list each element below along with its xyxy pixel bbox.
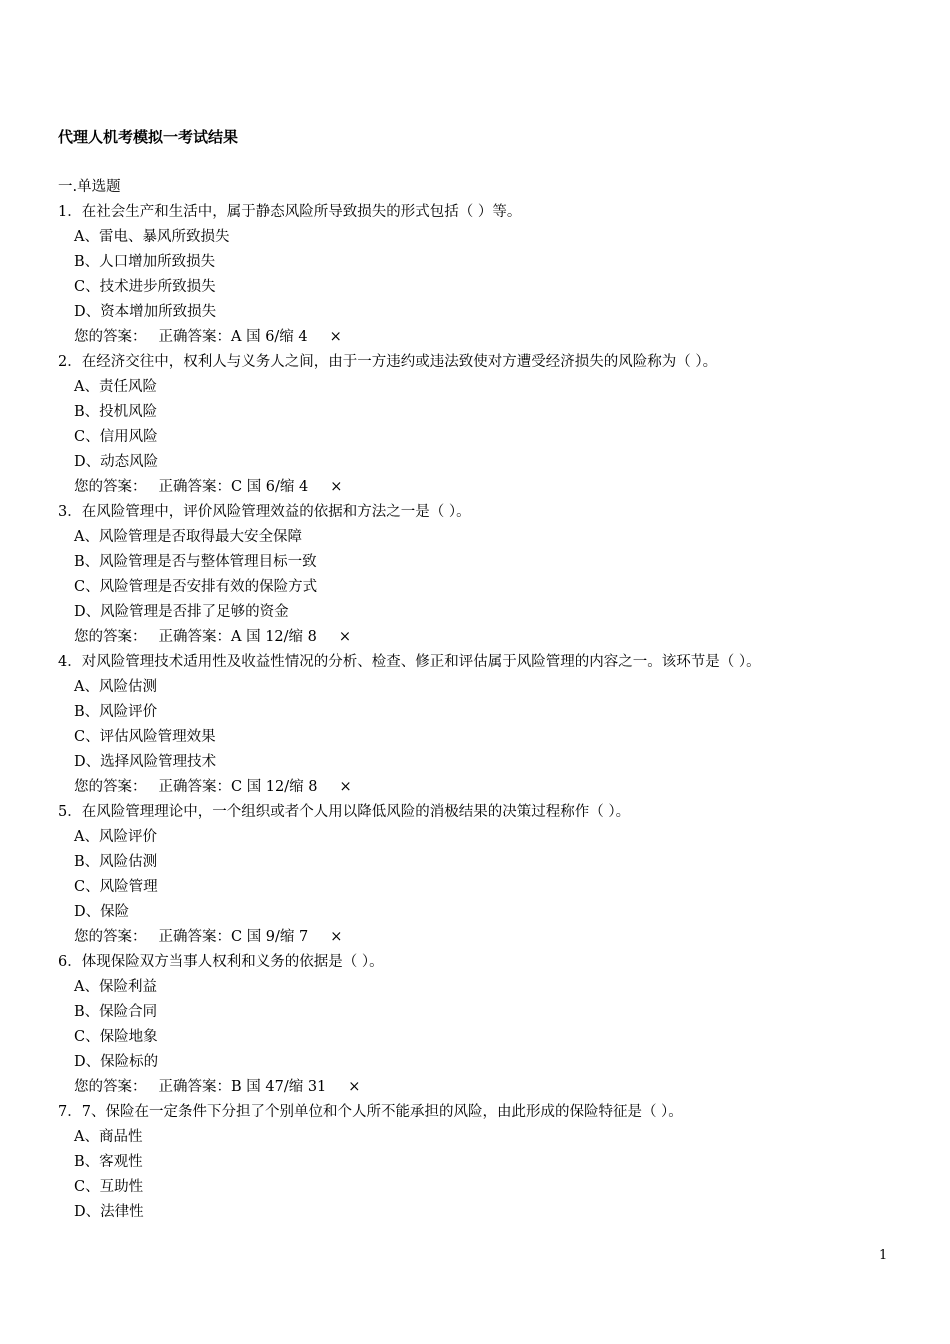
option-b: B、保险合同 — [74, 1004, 158, 1020]
option-d: D、资本增加所致损失 — [74, 304, 217, 320]
option-c: C、互助性 — [74, 1179, 144, 1195]
wrong-mark: × — [348, 1079, 361, 1095]
correct-answer: 正确答案：C 国 12/缩 8 — [158, 779, 318, 795]
your-answer-label: 您的答案： — [74, 479, 147, 495]
option-b: B、人口增加所致损失 — [74, 254, 216, 270]
question-stem: 4．对风险管理技术适用性及收益性情况的分析、检查、修正和评估属于风险管理的内容之一。该环节是（ ）。 — [58, 654, 761, 670]
option-a: A、风险评价 — [74, 829, 157, 845]
option-c: C、保险地象 — [74, 1029, 158, 1045]
correct-answer: 正确答案：B 国 47/缩 31 — [158, 1079, 327, 1095]
section-heading: 一.单选题 — [58, 179, 121, 195]
option-a: A、保险利益 — [74, 979, 157, 995]
option-c: C、风险管理 — [74, 879, 158, 895]
answer-row — [58, 625, 918, 650]
answer-row — [58, 775, 918, 800]
your-answer-label: 您的答案： — [74, 329, 147, 345]
question-5 — [58, 800, 918, 950]
option-c: C、技术进步所致损失 — [74, 279, 216, 295]
question-stem: 1．在社会生产和生活中，属于静态风险所导致损失的形式包括（ ）等。 — [58, 204, 522, 220]
question-6 — [58, 950, 918, 1100]
option-a: A、雷电、暴风所致损失 — [74, 229, 230, 245]
option-d: D、保险 — [74, 904, 130, 920]
wrong-mark: × — [339, 779, 352, 795]
correct-answer: 正确答案：A 国 12/缩 8 — [158, 629, 317, 645]
option-b: B、风险管理是否与整体管理目标一致 — [74, 554, 317, 570]
question-7 — [58, 1100, 918, 1225]
question-stem: 7．7、保险在一定条件下分担了个别单位和个人所不能承担的风险，由此形成的保险特征是（ ）。 — [58, 1104, 683, 1120]
option-a: A、风险估测 — [74, 679, 157, 695]
your-answer-label: 您的答案： — [74, 929, 147, 945]
correct-answer: 正确答案：C 国 9/缩 7 — [158, 929, 309, 945]
question-list — [58, 200, 918, 1225]
option-d: D、选择风险管理技术 — [74, 754, 217, 770]
wrong-mark: × — [338, 629, 352, 645]
correct-answer: 正确答案：A 国 6/缩 4 — [158, 329, 308, 345]
question-stem: 6．体现保险双方当事人权利和义务的依据是（ ）。 — [58, 954, 384, 970]
option-a: A、责任风险 — [74, 379, 157, 395]
question-3 — [58, 500, 918, 650]
question-1 — [58, 200, 918, 350]
wrong-mark: × — [329, 329, 342, 345]
option-b: B、客观性 — [74, 1154, 143, 1170]
page-number: 1 — [879, 1248, 888, 1263]
answer-row — [58, 925, 918, 950]
answer-row — [58, 325, 918, 350]
wrong-mark: × — [330, 479, 343, 495]
correct-answer: 正确答案：C 国 6/缩 4 — [158, 479, 309, 495]
option-d: D、法律性 — [74, 1204, 144, 1220]
your-answer-label: 您的答案： — [74, 629, 147, 645]
option-b: B、风险估测 — [74, 854, 158, 870]
document-title: 代理人机考模拟一考试结果 — [58, 128, 239, 146]
option-b: B、投机风险 — [74, 404, 158, 420]
your-answer-label: 您的答案： — [74, 779, 147, 795]
option-d: D、保险标的 — [74, 1054, 159, 1070]
option-b: B、风险评价 — [74, 704, 158, 720]
option-a: A、风险管理是否取得最大安全保障 — [74, 529, 302, 545]
option-d: D、动态风险 — [74, 454, 159, 470]
wrong-mark: × — [330, 929, 343, 945]
question-stem: 3．在风险管理中，评价风险管理效益的依据和方法之一是（ ）。 — [58, 504, 471, 520]
answer-row — [58, 475, 918, 500]
answer-row — [58, 1075, 918, 1100]
question-4 — [58, 650, 918, 800]
option-d: D、风险管理是否排了足够的资金 — [74, 604, 289, 620]
question-2 — [58, 350, 918, 500]
question-stem: 5．在风险管理理论中，一个组织或者个人用以降低风险的消极结果的决策过程称作（ ）。 — [58, 804, 631, 820]
your-answer-label: 您的答案： — [74, 1079, 147, 1095]
option-a: A、商品性 — [74, 1129, 143, 1145]
option-c: C、评估风险管理效果 — [74, 729, 216, 745]
question-stem: 2．在经济交往中，权利人与义务人之间，由于一方违约或违法致使对方遭受经济损失的风险称为（ ）。 — [58, 354, 718, 370]
option-c: C、风险管理是否安排有效的保险方式 — [74, 579, 318, 595]
option-c: C、信用风险 — [74, 429, 158, 445]
